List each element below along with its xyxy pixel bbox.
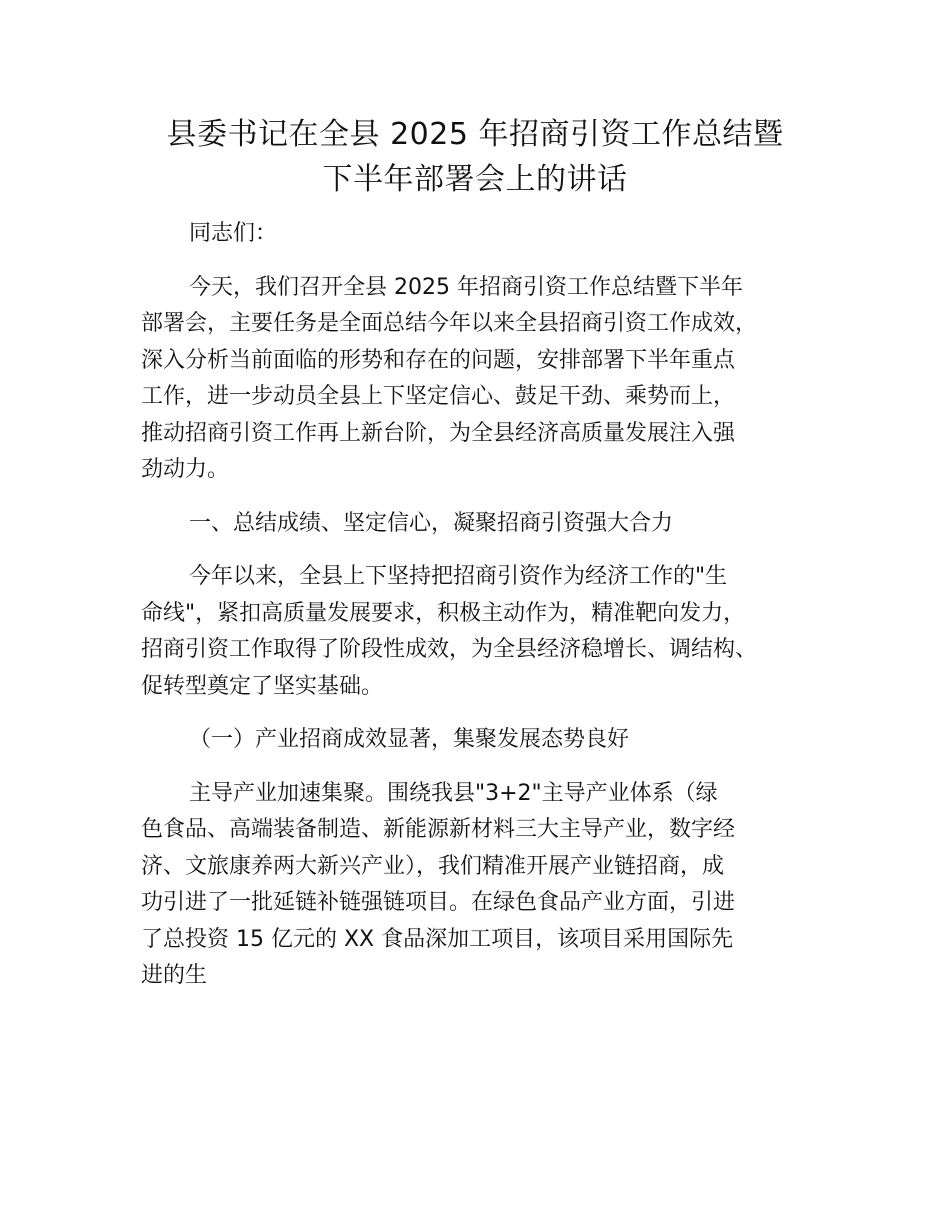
heading-line: 一、总结成绩、坚定信心，凝聚招商引资强大合力 [189,510,674,536]
paragraph-line: 了总投资 15 亿元的 XX 食品深加工项目，该项目采用国际先 [141,926,734,952]
subsection-heading-1 [141,722,831,759]
paragraph-line: 促转型奠定了坚实基础。 [141,673,384,699]
paragraph-intro [141,270,831,489]
paragraph-industry [141,776,831,995]
paragraph-line: 今年以来，全县上下坚持把招商引资作为经济工作的"生 [189,564,728,589]
paragraph-line: 进的生 [141,963,208,988]
title-line-1: 县委书记在全县 2025 年招商引资工作总结暨 [166,117,784,152]
paragraph-line: 济、文旅康养两大新兴产业），我们精准开展产业链招商，成 [141,853,725,879]
section-heading-1 [141,506,831,543]
paragraph-line: 主导产业加速集聚。围绕我县"3+2"主导产业体系（绿 [189,780,718,806]
paragraph-line: 推动招商引资工作再上新台阶，为全县经济高质量发展注入强 [141,420,736,446]
paragraph-line: 功引进了一批延链补链强链项目。在绿色食品产业方面，引进 [141,890,736,915]
paragraph-line: 命线"，紧扣高质量发展要求，积极主动作为，精准靶向发力， [141,600,746,626]
document-body [141,216,831,1012]
paragraph-salutation [141,216,831,253]
paragraph-line: 深入分析当前面临的形势和存在的问题，安排部署下半年重点 [141,347,736,373]
heading-line: （一）产业招商成效显著，集聚发展态势良好 [189,727,630,752]
paragraph-line: 劲动力。 [141,457,230,482]
paragraph-line: 工作，进一步动员全县上下坚定信心、鼓足干劲、乘势而上， [141,384,736,409]
document-title [100,112,850,202]
paragraph-line: 同志们： [189,221,278,246]
paragraph-line: 部署会，主要任务是全面总结今年以来全县招商引资工作成效， [141,311,758,336]
paragraph-line: 招商引资工作取得了阶段性成效，为全县经济稳增长、调结构、 [141,637,758,662]
title-line-2: 下半年部署会上的讲话 [322,162,628,197]
paragraph-summary [141,559,831,705]
paragraph-line: 今天，我们召开全县 2025 年招商引资工作总结暨下半年 [189,274,743,300]
paragraph-line: 色食品、高端装备制造、新能源新材料三大主导产业，数字经 [141,817,736,842]
